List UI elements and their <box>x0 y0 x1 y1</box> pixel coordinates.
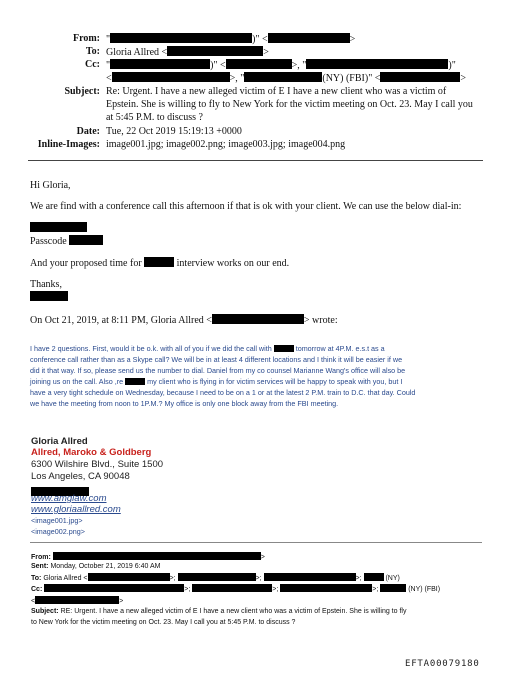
redaction <box>178 573 256 581</box>
fwd-cc-line-2: < > <box>31 598 124 605</box>
redaction <box>112 72 230 82</box>
dial-in-number <box>30 222 87 235</box>
body-paragraph: We are find with a conference call this afternoon if that is ok with your client. We can use the below dial-in: <box>30 201 462 212</box>
from-label: From: <box>72 33 100 44</box>
website-link-1[interactable]: www.amglaw.com <box>31 493 107 504</box>
forward-divider <box>30 542 482 543</box>
redaction <box>264 573 356 581</box>
redaction <box>380 72 460 82</box>
redaction <box>44 584 184 592</box>
date-value: Tue, 22 Oct 2019 15:19:13 +0000 <box>106 126 242 137</box>
redaction <box>280 584 372 592</box>
redaction <box>125 378 145 385</box>
redaction <box>364 573 384 581</box>
quoted-line: joining us on the call. Also ,re my client who is flying in for victim services will be happy to speak with you, but I <box>30 377 403 386</box>
signature-firm: Allred, Maroko & Goldberg <box>31 447 152 458</box>
fwd-subject-line: Subject: RE: Urgent. I have a new alleged victim of E I have a new client who was a victim of Epstein. She is willing to fly <box>31 608 407 615</box>
fwd-subject-line-2: to New York for the victim meeting on Oct. 23. May I call you at 5:45 P.M. to discuss ? <box>31 619 296 626</box>
redaction <box>244 72 322 82</box>
quoted-line: did it that way. If so, please send us the number to dial. Daniel from my co counsel Marianne Wang's office will also be <box>30 366 406 375</box>
cc-label: Cc: <box>85 59 100 70</box>
quoted-line: I have 2 questions. First, would it be o.k. with all of you if we did the call with tomorrow at 4P.M. e.s.t as a <box>30 344 385 353</box>
inline-image-ref: <image002.png> <box>31 527 85 536</box>
redaction <box>144 257 174 267</box>
inline-images-value: image001.jpg; image002.png; image003.jpg; image004.png <box>106 139 346 150</box>
redaction <box>192 584 272 592</box>
from-value: " )" < > <box>106 34 356 45</box>
redaction <box>30 291 68 301</box>
quote-intro: On Oct 21, 2019, at 8:11 PM, Gloria Allred < > wrote: <box>30 315 338 326</box>
redaction <box>88 573 170 581</box>
signature-name: Gloria Allred <box>31 436 88 447</box>
quoted-line: we have the meeting from noon to 1P.M.? My office is only one block away from the FBI meeting. <box>30 399 339 408</box>
quoted-line: have a very tight schedule on Wednesday, because I need to be on a 1 or at the latest 2 P.M. train to D.C. that day. Could <box>30 388 416 397</box>
date-label: Date: <box>76 126 100 137</box>
header-divider <box>28 160 483 161</box>
subject-line: at 5:45 P.M. to discuss ? <box>106 112 203 123</box>
quoted-line: conference call rather than as a Skype call? We will be in at least 4 different locations and I think it will be easier if we <box>30 355 403 364</box>
to-label: To: <box>85 46 100 57</box>
redaction <box>380 584 406 592</box>
passcode-line: Passcode <box>30 235 103 248</box>
inline-image-ref: <image001.jpg> <box>31 516 83 525</box>
sign-off: Thanks, <box>30 279 62 290</box>
redaction <box>167 46 263 56</box>
fwd-cc-line: Cc: >; >; >; (NY) (FBI) <box>31 586 441 593</box>
redaction <box>30 222 87 232</box>
fwd-sent-line: Sent: Monday, October 21, 2019 6:40 AM <box>31 563 161 570</box>
redaction <box>110 33 252 43</box>
redaction <box>69 235 103 245</box>
to-value: Gloria Allred < > <box>106 47 269 58</box>
redaction <box>274 345 294 352</box>
redaction <box>53 552 261 560</box>
website-link-2[interactable]: www.gloriaallred.com <box>31 504 121 515</box>
greeting: Hi Gloria, <box>30 180 71 191</box>
fwd-to-line: To: Gloria Allred < >; >; >; (NY) <box>31 575 400 582</box>
subject-line: Re: Urgent. I have a new alleged victim of E I have a new client who was a victim of <box>106 86 447 97</box>
redaction <box>268 33 350 43</box>
redaction <box>226 59 292 69</box>
cc-line-1: " )" < >, " )" <box>106 60 456 71</box>
subject-label: Subject: <box>64 86 100 97</box>
document-id: EFTA00079180 <box>405 659 480 669</box>
redaction <box>212 314 304 324</box>
cc-line-2: < >, " (NY) (FBI)" < > <box>106 73 467 84</box>
redaction <box>35 596 119 604</box>
signature-address-1: 6300 Wilshire Blvd., Suite 1500 <box>31 459 164 470</box>
inline-images-label: Inline-Images: <box>37 139 100 150</box>
redaction <box>306 59 448 69</box>
proposed-time-line: And your proposed time for interview works on our end. <box>30 258 290 269</box>
subject-line: Epstein. She is willing to fly to New York for the victim meeting on Oct. 23. May I call you <box>106 99 473 110</box>
signature-address-2: Los Angeles, CA 90048 <box>31 471 130 482</box>
redaction <box>110 59 210 69</box>
sign-off-name <box>30 291 68 304</box>
fwd-from-line: From: > <box>31 554 265 561</box>
